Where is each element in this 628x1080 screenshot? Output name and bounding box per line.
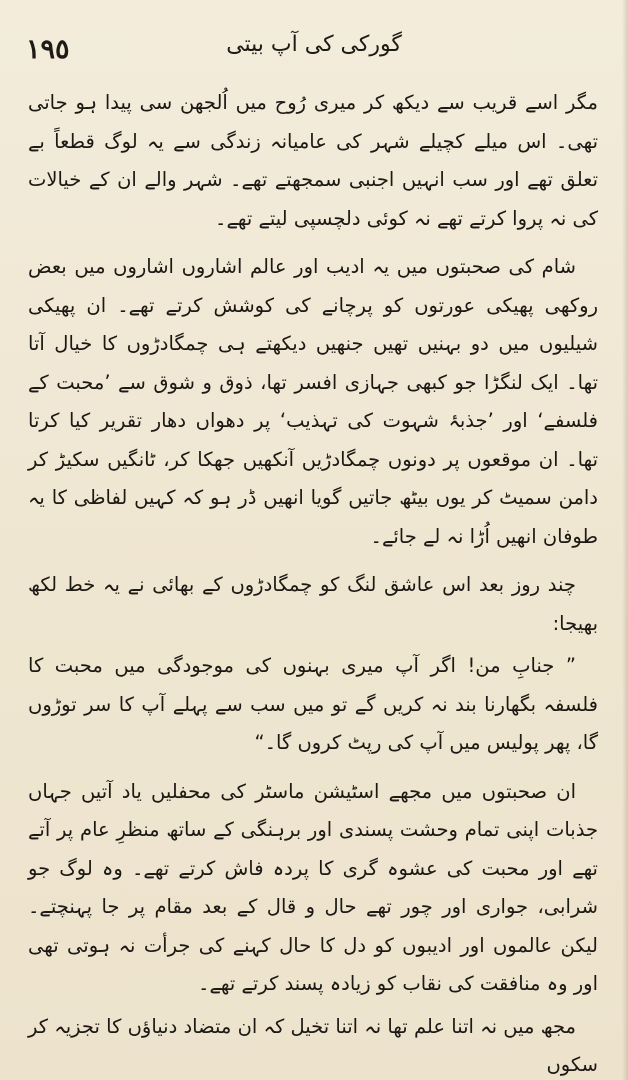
page-edge-shadow [622, 0, 628, 1080]
paragraph-1: مگر اسے قریب سے دیکھ کر میری رُوح میں اُلجھن سی پیدا ہو جاتی تھی۔ اس میلے کچیلے شہر کی عامیانہ زندگی سے یہ لوگ قطعاً بے تعلق تھے اور سب انہیں اجنبی سمجھتے تھے۔ شہر والے ان کے خیالات کی نہ پروا کرتے تھے نہ کوئی دلچسپی لیتے تھے۔ [28, 91, 598, 230]
page-number: ١٩٥ [26, 34, 70, 65]
paragraph-5: مجھ میں نہ اتنا علم تھا نہ اتنا تخیل کہ ان متضاد دنیاؤں کا تجزیہ کر سکوں [28, 1014, 598, 1076]
paragraph-3: چند روز بعد اس عاشق لنگ کو چمگادڑوں کے بھائی نے یہ خط لکھ بھیجا: [28, 573, 598, 635]
paragraph-2: شام کی صحبتوں میں یہ ادیب اور عالم اشاروں اشاروں میں بعض روکھی پھیکی عورتوں کو پرچانے کی کوشش کرتے تھے۔ ان پھیکی شیلیوں میں دو بہنیں تھیں جنھیں دیکھتے ہی چمگادڑوں کا خیال آتا تھا۔ ایک لنگڑا جو کبھی جہازی افسر تھا، ذوق و شوق سے ’محبت کے فلسفے‘ اور ’جذبۂ شہوت کی تہذیب‘ پر دھواں دھار تقریر کیا کرتا تھا۔ ان موقعوں پر دونوں چمگادڑیں آنکھیں جھکا کر، ٹانگیں سکیڑ کر دامن سمیٹ کر یوں بیٹھ جاتیں گویا انھیں ڈر ہو کہ کہیں لفاظی کا یہ طوفان انھیں اُڑا نہ لے جائے۔ [28, 255, 598, 548]
paragraph-letter: ” جنابِ من! اگر آپ میری بہنوں کی موجودگی میں محبت کا فلسفہ بگھارنا بند نہ کریں گے تو میں سب سے پہلے آپ کا سر توڑوں گا، پھر پولیس میں آپ کی رپٹ کروں گا۔“ [28, 654, 598, 754]
running-head: گورکی کی آپ بیتی [226, 32, 402, 57]
page-body [28, 84, 598, 1076]
paragraph-4: ان صحبتوں میں مجھے اسٹیشن ماسٹر کی محفلیں یاد آتیں جہاں جذبات اپنی تمام وحشت پسندی اور برہنگی کے ساتھ منظرِ عام پر آتے تھے اور محبت کی عشوہ گری کا پردہ فاش کرتے تھے۔ وہ لوگ جو شرابی، جواری اور چور تھے حال و قال کے بعد مقام پر جا پہنچتے۔ لیکن عالموں اور ادیبوں کو دل کا حال کہنے کی جرأت نہ ہوتی تھی اور وہ منافقت کی نقاب کو زیادہ پسند کرتے تھے۔ [28, 779, 598, 995]
